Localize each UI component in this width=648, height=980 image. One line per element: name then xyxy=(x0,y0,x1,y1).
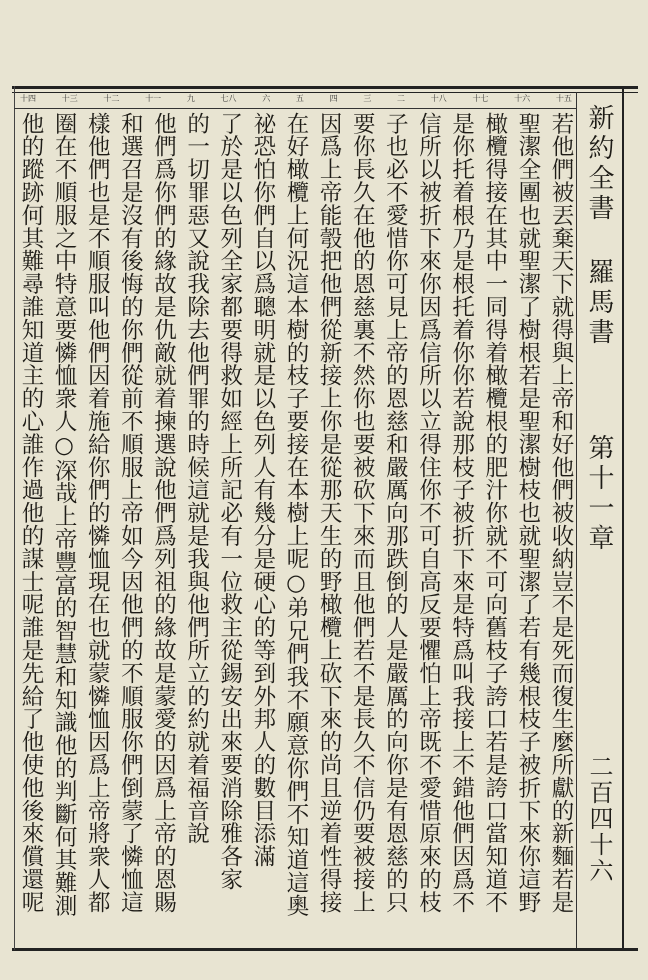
text-column: 因爲上帝能彀把他們從新接上你是從那天生的野橄欖上砍下來的尚且逆着性得接 xyxy=(316,112,343,914)
text-column: 若他們被丟棄天下就得與上帝和好他們被收納豈不是死而復生麼所獻的新麵若是 xyxy=(548,112,574,914)
verse-ref: 六 xyxy=(262,94,271,103)
verse-ref: 十七 xyxy=(472,94,489,103)
running-header xyxy=(582,104,616,904)
verse-ref: 十二 xyxy=(103,94,120,103)
verse-ref: 四 xyxy=(329,94,338,103)
page-number: 二百四十六 xyxy=(585,754,613,884)
frame-top-inner-rule xyxy=(12,92,638,93)
text-column: 信所以被折下來你因爲信所以立得住你不可自高反要懼怕上帝既不愛惜原來的枝 xyxy=(415,112,442,914)
verse-ref: 十五 xyxy=(555,94,572,103)
text-column: 他的蹤跡何其難尋誰知道主的心誰作過他的謀士呢誰是先給了他使他後來償還呢 xyxy=(18,112,44,914)
text-column: 在好橄欖上何況這本樹的枝子要接在本樹上呢○弟兄們我不願意你們不知道這奧 xyxy=(283,112,309,917)
text-column: 了於是以色列全家都要得救如經上所記必有一位救主從錫安出來要消除雅各家 xyxy=(216,112,243,891)
text-column: 樣他們也是不順服叫他們因着施給你們的憐恤現在也就蒙憐恤因爲上帝將衆人都 xyxy=(84,112,111,914)
text-column: 祕恐怕你們自以爲聰明就是以色列人有幾分是硬心的等到外邦人的數目添滿 xyxy=(249,112,276,868)
verse-ref: 三 xyxy=(363,94,372,103)
text-column: 橄欖得接在其中一同得着橄欖根的肥汁你就不可向舊枝子誇口若是誇口當知道不 xyxy=(481,112,508,914)
verse-ref: 二 xyxy=(397,94,406,103)
verse-ref: 七八 xyxy=(220,94,237,103)
scripture-text-body xyxy=(18,112,574,944)
frame-bottom-rule xyxy=(12,948,638,951)
book-title: 新約全書 羅馬書 xyxy=(584,104,614,348)
text-column: 子也必不愛惜你可見上帝的恩慈和嚴厲向那跌倒的人是嚴厲的向你是有恩慈的只 xyxy=(382,112,409,914)
text-column: 圈在不順服之中特意要憐恤衆人○深哉上帝豐富的智慧和知識他的判斷何其難測 xyxy=(51,112,78,917)
frame-left-rule xyxy=(14,86,15,950)
chapter-label: 第十一章 xyxy=(584,434,614,554)
text-column: 是你托着根乃是根托着你你若說那枝子被折下來是特爲叫我接上不錯他們因爲不 xyxy=(448,112,475,914)
header-separator xyxy=(576,92,577,948)
text-column: 和選召是沒有後悔的你們從前不順服上帝如今因他們的不順服你們倒蒙了憐恤這 xyxy=(117,112,144,914)
verse-reference-row xyxy=(20,94,572,108)
text-column: 他們爲你們的緣故是仇敵就着揀選說他們爲列祖的緣故是蒙愛的因爲上帝的恩賜 xyxy=(150,112,177,914)
text-column: 的一切罪惡又說我除去他們罪的時候這就是我與他們所立的約就着福音說 xyxy=(183,112,210,845)
text-column: 要你長久在他的恩慈裏不然你也要被砍下來而且他們若不是長久不信仍要被接上 xyxy=(349,112,376,914)
frame-right-rule xyxy=(622,86,624,950)
verse-ref: 十八 xyxy=(430,94,447,103)
verse-ref: 十六 xyxy=(514,94,531,103)
verse-ref-separator xyxy=(14,108,576,109)
text-column: 聖潔全團也就聖潔了樹根若是聖潔樹枝也就聖潔了若有幾根枝子被折下來你這野 xyxy=(514,112,541,914)
verse-ref: 五 xyxy=(295,94,304,103)
verse-ref: 九 xyxy=(186,94,195,103)
verse-ref: 十一 xyxy=(145,94,162,103)
frame-top-rule xyxy=(12,86,638,89)
verse-ref: 十四 xyxy=(20,94,36,103)
verse-ref: 十三 xyxy=(61,94,78,103)
